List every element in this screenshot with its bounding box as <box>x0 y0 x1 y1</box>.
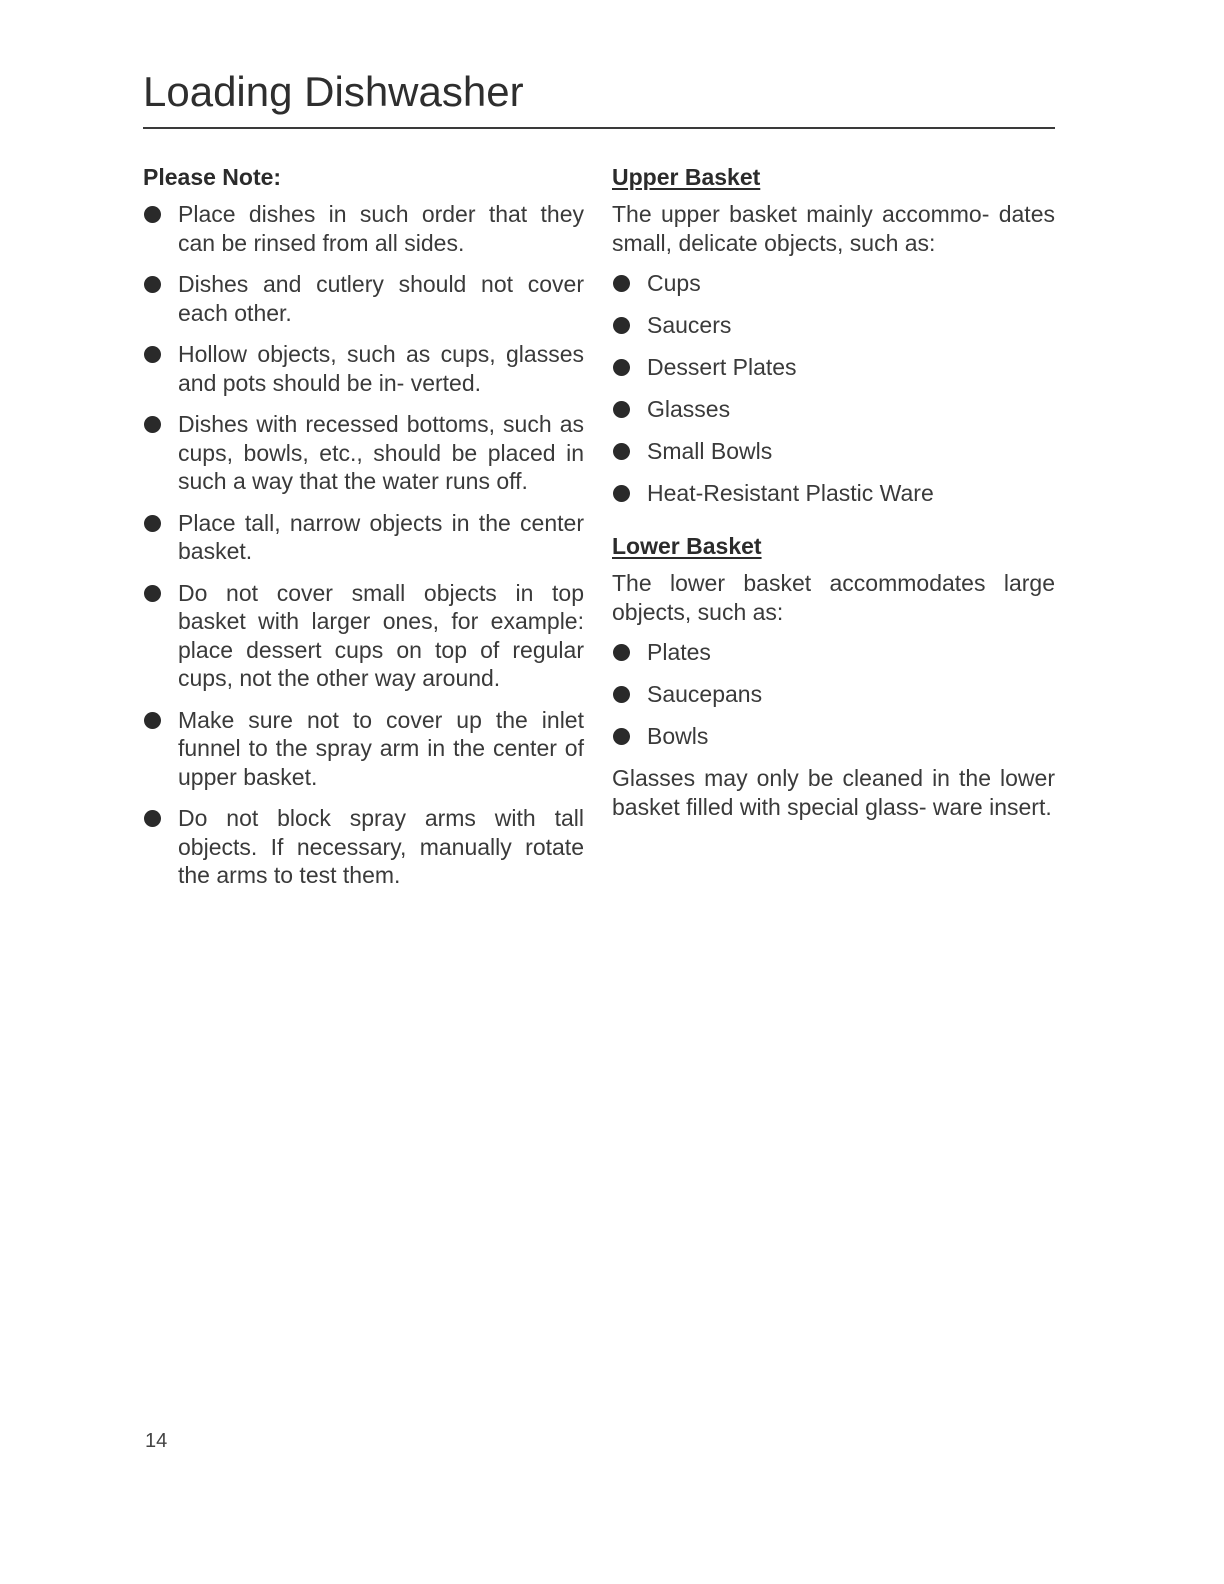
title-divider <box>143 127 1055 129</box>
bullet-icon <box>144 276 161 293</box>
bullet-icon <box>613 317 630 334</box>
note-item <box>143 509 584 566</box>
page-title: Loading Dishwasher <box>143 68 524 115</box>
list-item <box>612 638 1055 680</box>
note-item <box>143 804 584 890</box>
upper-basket-list <box>612 269 1055 521</box>
list-item <box>612 395 1055 437</box>
please-note-heading: Please Note: <box>143 164 282 190</box>
item-text: Plates <box>647 639 711 665</box>
note-item <box>143 579 584 693</box>
list-item <box>612 311 1055 353</box>
note-text: Do not block spray arms with tall objects. If necessary, manually rotate the arms to test them. <box>178 805 584 888</box>
note-list <box>143 200 584 890</box>
list-item <box>612 269 1055 311</box>
bullet-icon <box>613 401 630 418</box>
list-item <box>612 680 1055 722</box>
bullet-icon <box>144 585 161 602</box>
item-text: Saucepans <box>647 681 763 707</box>
item-text: Heat-Resistant Plastic Ware <box>647 480 934 506</box>
note-text: Do not cover small objects in top basket with larger ones, for example: place dessert cups on top of regular cups, not the other way around. <box>178 579 584 691</box>
list-item <box>612 722 1055 764</box>
note-item <box>143 200 584 257</box>
note-text: Place dishes in such order that they can be rinsed from all sides. <box>178 201 584 256</box>
lower-basket-intro: The lower basket accommodates large objects, such as: <box>612 570 1055 625</box>
bullet-icon <box>144 416 161 433</box>
left-column <box>143 160 584 903</box>
lower-basket-list <box>612 638 1055 764</box>
bullet-icon <box>613 686 630 703</box>
bullet-icon <box>613 275 630 292</box>
item-text: Small Bowls <box>647 438 773 464</box>
note-text: Hollow objects, such as cups, glasses and pots should be in- verted. <box>178 341 584 396</box>
list-item <box>612 479 1055 521</box>
bullet-icon <box>144 712 161 729</box>
bullet-icon <box>613 443 630 460</box>
list-item <box>612 353 1055 395</box>
list-item <box>612 437 1055 479</box>
bullet-icon <box>613 359 630 376</box>
item-text: Dessert Plates <box>647 354 797 380</box>
item-text: Saucers <box>647 312 732 338</box>
bullet-icon <box>613 728 630 745</box>
lower-basket-heading: Lower Basket <box>612 533 762 559</box>
item-text: Glasses <box>647 396 731 422</box>
bullet-icon <box>613 644 630 661</box>
note-item <box>143 410 584 496</box>
bullet-icon <box>613 485 630 502</box>
note-item <box>143 340 584 397</box>
upper-basket-intro: The upper basket mainly accommo- dates small, delicate objects, such as: <box>612 201 1055 256</box>
item-text: Cups <box>647 270 701 296</box>
bullet-icon <box>144 346 161 363</box>
bullet-icon <box>144 515 161 532</box>
upper-basket-heading: Upper Basket <box>612 164 761 190</box>
glassware-note: Glasses may only be cleaned in the lower basket filled with special glass- ware insert. <box>612 765 1055 820</box>
bullet-icon <box>144 810 161 827</box>
page-number: 14 <box>145 1430 168 1452</box>
item-text: Bowls <box>647 723 709 749</box>
bullet-icon <box>144 206 161 223</box>
note-text: Dishes with recessed bottoms, such as cups, bowls, etc., should be placed in such a way that the water runs off. <box>178 411 584 494</box>
note-text: Place tall, narrow objects in the center basket. <box>178 509 584 564</box>
right-column <box>612 160 1055 833</box>
note-text: Make sure not to cover up the inlet funnel to the spray arm in the center of upper basket. <box>178 706 584 790</box>
note-item <box>143 270 584 327</box>
note-text: Dishes and cutlery should not cover each other. <box>178 271 584 326</box>
note-item <box>143 706 584 792</box>
